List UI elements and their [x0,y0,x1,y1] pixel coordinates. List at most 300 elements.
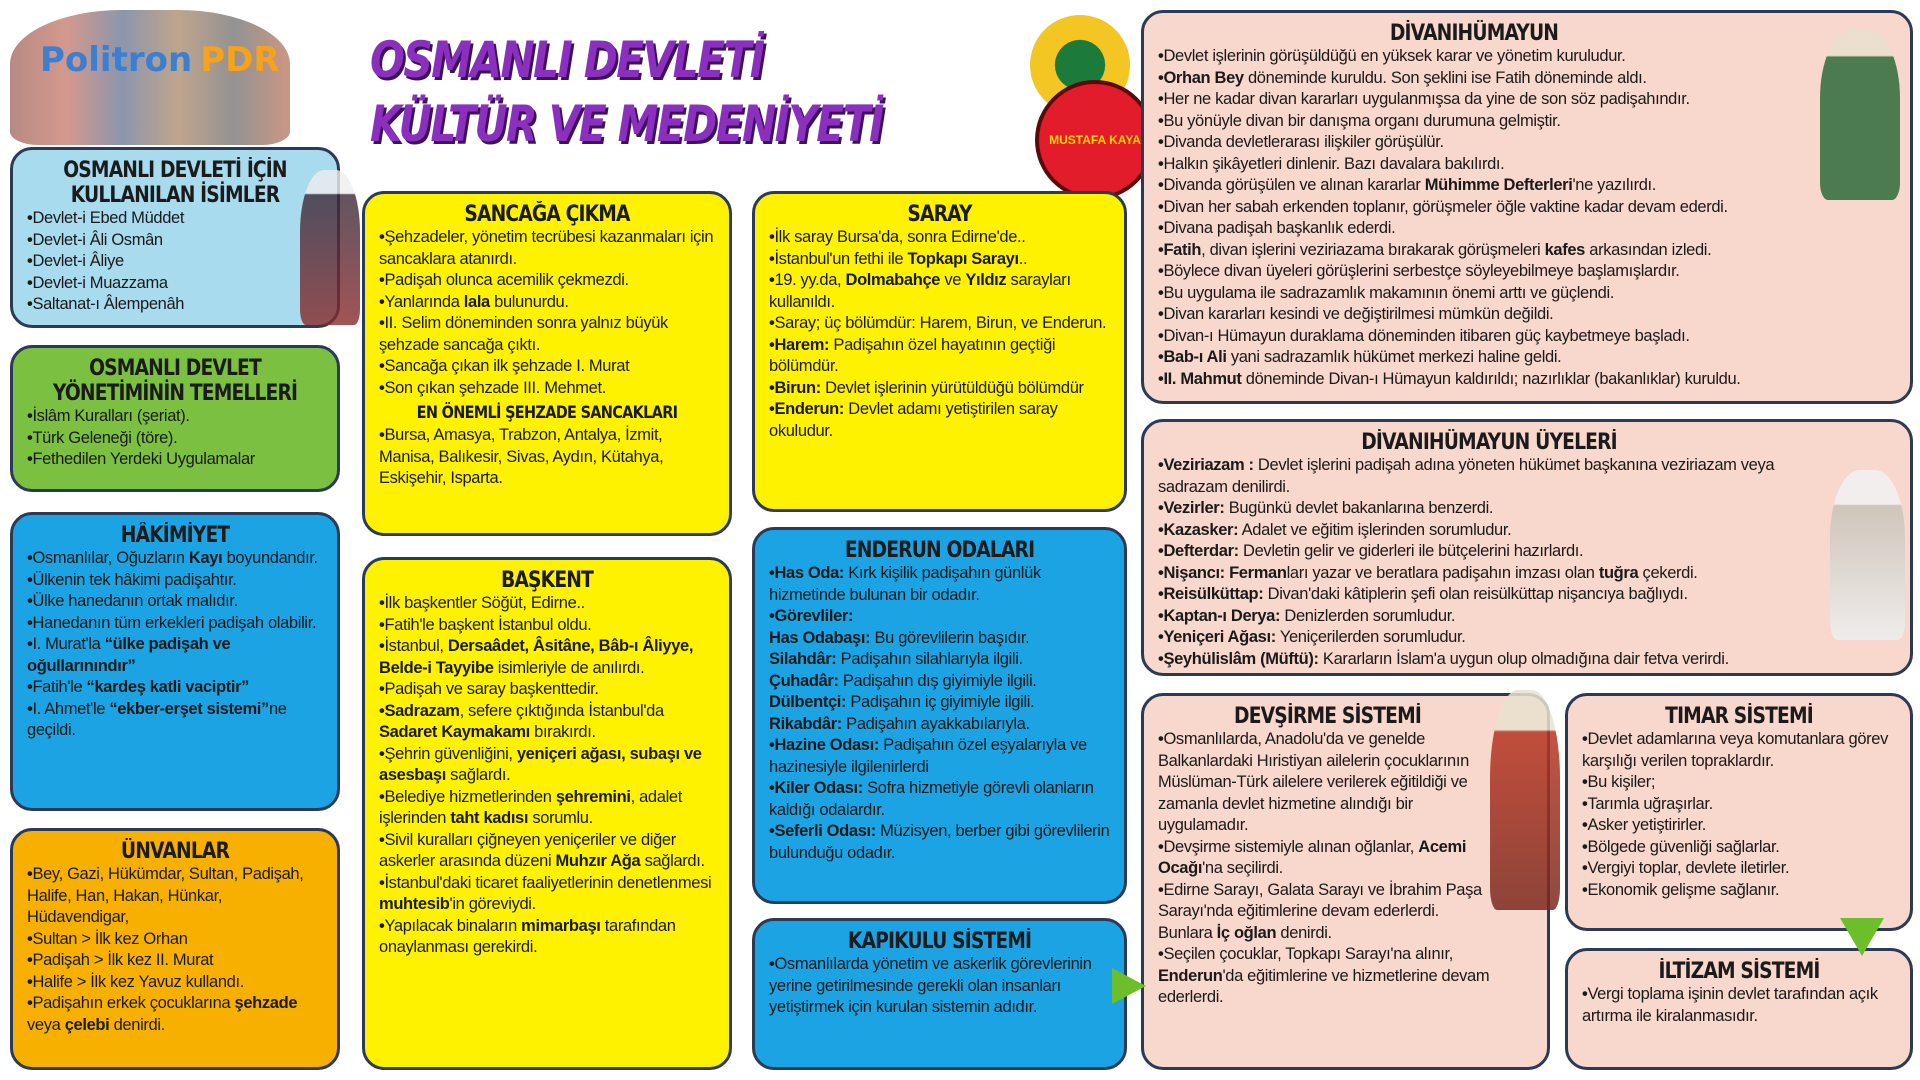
list-item [1158,541,1820,563]
list-item [379,425,715,490]
bold-text: Bab-ı Ali [1163,348,1227,366]
text-segment: Devlet adamı yetiştirilen saray okuludur. [769,400,1058,440]
bold-text: Fatih [1163,240,1202,259]
bold-text: yeniçeri ağası, subaşı ve asesbaşı [379,744,702,784]
text-segment: Kararların İslam'a uygun olup olmadığına dair fetva verirdi. [1318,649,1729,668]
text-segment: Bu görevlilerin başıdır. [870,628,1030,647]
text-segment: denirdi. [109,1015,165,1034]
bold-text: Defterdar: [1163,542,1239,560]
list-item [769,227,1110,249]
text-segment: Müzisyen, berber gibi görevlilerin bulunduğu odadır. [769,822,1110,862]
list-item [27,449,323,471]
section-title: HÂKİMİYET [120,523,230,548]
text-segment: Divan-ı Hümayun duraklama döneminden itibaren güç kaybetmeye başladı. [1163,326,1690,345]
bold-text: “ekber-erşet sistemi” [109,699,269,718]
list-item [1158,729,1497,837]
text-segment: Tarımla uğraşırlar. [1587,794,1713,813]
list-item [1158,455,1820,498]
section-subtitle: EN ÖNEMLİ ŞEHZADE SANCAKLARI [416,403,678,423]
bold-text: Çuhadâr: [769,671,839,690]
bold-text: Rikabdâr: [769,714,842,733]
text-segment: 'in göreviydi. [449,895,536,913]
list-item [1158,498,1820,520]
text-segment: II. Selim döneminden sonra yalnız büyük şehzade sancağa çıktı. [379,314,668,354]
list-item [1158,132,1790,154]
section-devsirme [1141,693,1550,1070]
bold-text: muhtesib [379,895,450,913]
list-item [1158,197,1790,219]
text-segment: Yeniçerilerden sorumludur. [1275,628,1466,646]
list-item [769,778,1110,821]
text-segment: Devlet-i Ebed Müddet [32,209,185,227]
section-sancak [362,191,732,536]
text-segment: arkasından izledi. [1585,240,1712,259]
janissary-figure [1490,690,1560,910]
list-item [379,873,715,916]
text-segment: tarafından onaylanması gerekirdi. [379,916,676,956]
text-segment: Padişahın dış giyimiyle ilgili. [838,671,1037,690]
bold-text: Orhan Bey [1163,68,1244,87]
bold-text: Hazine Odası: [774,736,879,754]
section-title: OSMANLI DEVLET YÖNETİMİNİN TEMELLERİ [52,356,298,406]
text-segment: , adalet işlerinden [379,787,682,827]
list-item [27,950,323,972]
list-item [1582,984,1896,1027]
section-hakimiyet [10,512,340,811]
bold-text: lala [463,292,490,311]
list-item [769,821,1110,864]
list-item [1582,880,1896,902]
bold-text: İç oğlan [1216,923,1277,942]
text-segment: boyundandır. [222,549,318,567]
bold-text: Reisülküttap: [1163,585,1264,603]
list-item [379,356,715,378]
list-item [1158,649,1820,671]
text-segment: döneminde kuruldu. Son şeklini ise Fatih döneminde aldı. [1243,68,1647,87]
list-item [769,313,1110,335]
list-item [27,294,323,316]
bold-text: Seferli Odası: [774,822,876,840]
bold-text: Acemi Ocağı [1158,837,1467,877]
text-segment: Sancağa çıkan ilk şehzade I. Murat [384,357,630,375]
text-segment: Her ne kadar divan kararları uygulanmışsa da yine de son söz padişahındır. [1163,90,1690,108]
text-segment: Ekonomik gelişme sağlanır. [1587,880,1780,899]
section-title: DİVANIHÜMAYUN [1389,21,1559,46]
text-segment: Halife > İlk kez Yavuz kullandı. [32,972,244,991]
text-segment: Vergiyi toplar, devlete iletirler. [1587,859,1790,877]
bold-text: kafes [1544,240,1586,259]
text-segment: Divan kararları kesindi ve değiştirilmesi mümkün değildi. [1163,305,1554,323]
bold-text: Enderun [1158,966,1223,985]
text-segment: İlk saray Bursa'da, sonra Edirne'de.. [774,228,1026,246]
text-segment: 'na seçilirdi. [1202,859,1283,877]
section-title: KAPIKULU SİSTEMİ [847,929,1032,954]
list-item [1158,584,1820,606]
bold-text: Has Odabaşı: [769,628,871,647]
bullet-list [769,227,1110,442]
list-item [1158,944,1497,1009]
bold-text: Birun: [774,378,821,397]
list-item [379,679,715,701]
text-segment: Halkın şikâyetleri dinlenir. Bazı davalara bakılırdı. [1163,154,1505,173]
text-segment: Devlet-i Âli Osmân [32,230,163,249]
list-item [379,615,715,637]
list-item [27,428,323,450]
list-item [769,335,1110,378]
bold-text: Kaptan-ı Derya: [1163,606,1281,625]
bold-text: Şeyhülislâm (Müftü): [1163,649,1319,668]
list-item [379,227,715,270]
list-item [769,649,1110,671]
bullet-list [1158,729,1497,1009]
bullet-list [379,425,715,490]
text-segment: Sivil kuralları çiğneyen yeniçeriler ve diğer askerler arasında düzeni [379,830,676,870]
text-segment: Padişahın özel hayatının geçtiği bölümdür. [769,335,1056,375]
list-item [1158,304,1790,326]
bold-text: II. Mahmut [1163,369,1242,388]
text-segment: 19. yy.da, [774,271,846,289]
text-segment: Devlet işlerini padişah adına yöneten hükümet başkanına veziriazam veya sadrazam denilirdi. [1158,456,1775,496]
bold-text: Kiler Odası: [774,779,863,797]
text-segment: Devletin gelir ve giderleri ile bütçelerini hazırlardı. [1238,542,1584,560]
list-item [769,954,1110,1019]
bullet-list [769,954,1110,1019]
section-iltizam [1565,948,1913,1070]
list-item [27,613,323,635]
bold-text: Yıldız [965,271,1007,289]
bold-text: Mühimme Defterleri [1424,176,1573,194]
list-item [1158,240,1790,262]
text-segment: Padişah ve saray başkenttedir. [384,680,599,698]
section-title: DİVANIHÜMAYUN ÜYELERİ [1361,430,1617,455]
bold-text: Veziriazam : [1163,456,1254,474]
bold-text: Dülbentçi: [769,693,847,711]
list-item [27,406,323,428]
list-item [1158,46,1790,68]
logo: Politron PDR [40,40,280,80]
text-segment: 'ne yazılırdı. [1572,176,1657,194]
list-item [1582,815,1896,837]
bold-text: Sadrazam [384,701,460,720]
bullet-list [27,208,323,316]
ottoman-emblem: MUSTAFA KAYA [1010,15,1160,205]
list-item [379,744,715,787]
list-item [769,378,1110,400]
sheikh-figure [1830,470,1905,640]
text-segment: Padişah > İlk kez II. Murat [32,951,214,969]
list-item [1158,520,1820,542]
bold-text: Kazasker: [1163,520,1239,539]
text-segment: isimleriyle de anılırdı. [493,658,645,677]
list-item [1582,794,1896,816]
text-segment: İstanbul'un fethi ile [774,249,908,268]
section-divan [1141,10,1913,404]
text-segment: Fethedilen Yerdeki Uygulamalar [32,450,255,468]
text-segment: Padişahın erkek çocuklarına [32,994,235,1012]
text-segment: Yapılacak binaların [384,916,522,935]
list-item [27,570,323,592]
text-segment: Saltanat-ı Âlempenâh [32,295,185,313]
list-item [379,378,715,400]
list-item [27,251,323,273]
bold-text: şehremini [555,787,631,806]
text-segment: ve [940,271,966,289]
text-segment: Bu yönüyle divan bir danışma organı durumuna gelmiştir. [1163,111,1561,130]
text-segment: İlk başkentler Söğüt, Edirne.. [384,594,585,612]
list-item [1158,326,1790,348]
bold-text: Muhzır Ağa [555,852,641,870]
text-segment: Devlet işlerinin yürütüldüğü bölümdür [820,378,1084,397]
text-segment: Böylece divan üyeleri görüşlerini serbestçe söyleyebilmeye başlamışlardır. [1163,262,1680,280]
section-saray [752,191,1127,512]
section-kapikulu [752,918,1127,1070]
bold-text: Sadaret Kaymakamı [379,723,530,741]
list-item [769,692,1110,714]
text-segment: Padişahın özel eşyalarıyla ve hazinesiyle ilgilenirlerdi [769,736,1087,776]
text-segment: Ülkenin tek hâkimi padişahtır. [32,570,237,589]
list-item [769,606,1110,628]
bold-text: Dolmabahçe [845,271,941,289]
list-item [379,313,715,356]
bullet-list [379,227,715,399]
section-enderun [752,527,1127,904]
section-timar [1565,693,1913,931]
list-item [27,548,323,570]
list-item [379,270,715,292]
list-item [1158,880,1497,945]
text-segment: Bursa, Amasya, Trabzon, Antalya, İzmit, Manisa, Balıkesir, Sivas, Aydın, Kütahya, Eskişehir, Isparta. [379,426,664,487]
text-segment: Bu kişiler; [1587,773,1656,791]
text-segment: Sultan > İlk kez Orhan [32,929,188,948]
text-segment: bulunurdu. [489,292,569,311]
text-segment: İstanbul'daki ticaret faaliyetlerinin denetlenmesi [384,873,712,892]
list-item [769,735,1110,778]
list-item [27,677,323,699]
arrow-down-icon [1840,918,1884,956]
text-segment: İslâm Kuralları (şeriat). [32,407,190,425]
list-item [27,273,323,295]
bullet-list [27,548,323,742]
text-segment: ları yazar ve beratlara padişahın imzası olan [1286,563,1599,582]
bold-text: tuğra [1598,563,1639,582]
list-item [1158,627,1820,649]
text-segment: Divan'daki kâtiplerin şefi olan reisülküttap nişancıya bağlıydı. [1263,585,1688,603]
bullet-list [379,593,715,959]
section-baskent [362,557,732,1070]
text-segment: Devlet-i Muazzama [32,273,168,292]
section-title: SANCAĞA ÇIKMA [464,202,630,227]
text-segment: Sofra hizmetiyle görevli olanların kaldığı odalardır. [769,779,1094,819]
text-segment: I. Ahmet'le [32,699,110,718]
list-item [27,929,323,951]
list-item [379,593,715,615]
list-item [769,714,1110,736]
text-segment: Denizlerden sorumludur. [1280,606,1456,625]
bullet-list [27,406,323,471]
text-segment: Edirne Sarayı, Galata Sarayı ve İbrahim Paşa Sarayı'nda eğitimlerine devam ederlerdi. Bunlara [1158,880,1482,942]
bold-text: Nişancı: [1163,563,1225,582]
text-segment: yani sadrazamlık hükümet merkezi haline geldi. [1226,348,1562,366]
bold-text: Silahdâr: [769,650,837,668]
text-segment: çekerdi. [1638,563,1698,582]
text-segment: I. Murat'la [32,635,105,653]
list-item [1158,175,1790,197]
text-segment: Hanedanın tüm erkekleri padişah olabilir. [32,613,317,632]
bold-text: “kardeş katli vaciptir” [86,678,250,696]
bullet-list [1158,455,1820,670]
bold-text: Görevliler: [774,607,854,625]
list-item [379,916,715,959]
text-segment: .. [1018,249,1028,268]
text-segment: sorumlu. [528,809,593,827]
text-segment: 'da eğitimlerine ve hizmetlerine devam ederlerdi. [1158,966,1490,1006]
list-item [27,208,323,230]
text-segment: Şehzadeler, yönetim tecrübesi kazanmaları için sancaklara atanırdı. [379,228,714,268]
text-segment: Bey, Gazi, Hükümdar, Sultan, Padişah, Halife, Han, Hakan, Hünkar, Hüdavendigar, [27,865,304,926]
bold-text: Has Oda: [774,564,845,582]
text-segment: Adalet ve eğitim işlerinden sorumludur. [1238,520,1512,539]
text-segment: Fatih'le [32,678,87,696]
bold-text: şehzade [234,994,298,1012]
bullet-list [1582,984,1896,1027]
list-item [769,628,1110,650]
bold-text: Dersaâdet, Âsitâne, Bâb-ı Âliyye, Belde-i Tayyibe [379,637,694,677]
section-title: DEVŞİRME SİSTEMİ [1234,704,1421,729]
list-item [1158,837,1497,880]
text-segment: Devlet işlerinin görüşüldüğü en yüksek karar ve yönetim kuruludur. [1163,47,1626,65]
text-segment: Divanda görüşülen ve alınan kararlar [1163,176,1425,194]
list-item [27,699,323,742]
bullet-list [27,864,323,1036]
list-item [1158,218,1790,240]
list-item [1158,563,1820,585]
list-item [1158,347,1790,369]
text-segment: Osmanlılar, Oğuzların [32,549,189,567]
list-item [769,399,1110,442]
text-segment: döneminde Divan-ı Hümayun kaldırıldı; nazırlıklar (bakanlıklar) kuruldu. [1241,369,1741,388]
text-segment: Yanlarında [384,292,464,311]
bold-text: Kayı [188,549,223,567]
text-segment: Son çıkan şehzade III. Mehmet. [384,378,606,397]
section-temeller [10,345,340,492]
list-item [1582,837,1896,859]
text-segment: Devlet adamlarına veya komutanlara görev karşılığı verilen topraklardır. [1582,730,1889,770]
section-title: TIMAR SİSTEMİ [1665,704,1813,729]
list-item [1582,729,1896,772]
bold-text: taht kadısı [450,809,529,827]
bold-text: Yeniçeri Ağası: [1163,628,1276,646]
list-item [769,270,1110,313]
text-segment: , divan işlerini veziriazama bırakarak görüşmeleri [1201,240,1545,259]
text-segment: Ülke hanedanın ortak malıdır. [32,592,238,610]
text-segment: Osmanlılarda, Anadolu'da ve genelde Balkanlardaki Hıristiyan ailelerin çocuklarının Müslüman-Türk ailelere verilerek eğitildiği ve zamanla devlet hizmetine alındığı bir uygulamadır. [1158,730,1469,834]
text-segment: Vergi toplama işinin devlet tarafından açık artırma ile kiralanmasıdır. [1582,985,1878,1025]
list-item [1158,283,1790,305]
list-item [769,563,1110,606]
section-title: ENDERUN ODALARI [844,538,1035,563]
text-segment: bırakırdı. [529,723,596,741]
section-title: İLTİZAM SİSTEMİ [1658,959,1820,984]
list-item [379,636,715,679]
text-segment: Divanda devletlerarası ilişkiler görüşülür. [1163,133,1444,151]
bold-text: mimarbaşı [521,916,601,935]
bold-text: Ferman [1229,563,1287,582]
text-segment: veya [27,1015,65,1034]
text-segment: Belediye hizmetlerinden [384,787,556,806]
text-segment: denirdi. [1276,923,1332,942]
list-item [27,634,323,677]
text-segment: Kırk kişilik padişahın günlük hizmetinde bulunan bir odadır. [769,564,1041,604]
list-item [1158,111,1790,133]
text-segment: Padişahın iç giyimiyle ilgili. [846,693,1035,711]
list-item [27,230,323,252]
text-segment: Saray; üç bölümdür: Harem, Birun, ve Enderun. [774,314,1107,332]
text-segment: Divan her sabah erkenden toplanır, görüşmeler öğle vaktine kadar devam ederdi. [1163,197,1728,216]
list-item [1158,369,1790,391]
section-title: BAŞKENT [501,568,593,593]
text-segment: Devşirme sistemiyle alınan oğlanlar, [1163,837,1419,856]
sultan-figure [300,170,360,325]
list-item [1158,261,1790,283]
text-segment: Bugünkü devlet bakanlarına benzerdi. [1224,499,1494,517]
text-segment: Osmanlılarda yönetim ve askerlik görevlerinin yerine getirilmesinde gerekli olan insanları yetiştirmek için kurulan sistemin adıdır. [769,955,1092,1016]
text-segment: Bölgede güvenliği sağlarlar. [1587,837,1780,856]
text-segment: Fatih'le başkent İstanbul oldu. [384,615,592,634]
list-item [1158,68,1790,90]
text-segment: Devlet-i Âliye [32,252,124,270]
text-segment: Padişah olunca acemilik çekmezdi. [384,271,629,289]
bold-text: Enderun: [774,400,845,418]
text-segment: sarayları kullanıldı. [769,271,1071,311]
list-item [379,830,715,873]
text-segment: ne geçildi. [27,699,287,739]
section-title: OSMANLI DEVLETİ İÇİN KULLANILAN İSİMLER [63,158,287,208]
text-segment: , sefere çıktığında İstanbul'da [459,701,664,720]
section-unvanlar [10,828,340,1070]
text-segment: Divana padişah başkanlık ederdi. [1163,219,1396,237]
list-item [27,864,323,929]
text-segment: Şehrin güvenliğini, [384,744,517,763]
bold-text: “ülke padişah ve oğullarınındır” [27,635,231,675]
section-isimler [10,147,340,328]
list-item [1158,89,1790,111]
bold-text: Harem: [774,335,830,354]
vizier-figure [1820,30,1900,200]
list-item [1582,772,1896,794]
section-title: ÜNVANLAR [120,839,230,864]
list-item [379,787,715,830]
list-item [27,591,323,613]
page-title: OSMANLI DEVLETİ KÜLTÜR VE MEDENİYETİ [370,31,883,153]
text-segment: Bu uygulama ile sadrazamlık makamının önemi arttı ve güçlendi. [1163,283,1615,302]
list-item [769,671,1110,693]
list-item [1158,606,1820,628]
list-item [1158,154,1790,176]
list-item [27,972,323,994]
bold-text: Vezirler: [1163,499,1225,517]
bold-text: çelebi [64,1015,110,1034]
list-item [1582,858,1896,880]
bold-text: Topkapı Sarayı [907,249,1019,268]
text-segment: Padişahın silahlarıyla ilgili. [836,650,1023,668]
bullet-list [769,563,1110,864]
list-item [379,292,715,314]
bullet-list [1582,729,1896,901]
bullet-list [1158,46,1790,390]
text-segment: Seçilen çocuklar, Topkapı Sarayı'na alınır, [1163,945,1453,963]
list-item [379,701,715,744]
text-segment: sağlardı. [640,852,705,870]
